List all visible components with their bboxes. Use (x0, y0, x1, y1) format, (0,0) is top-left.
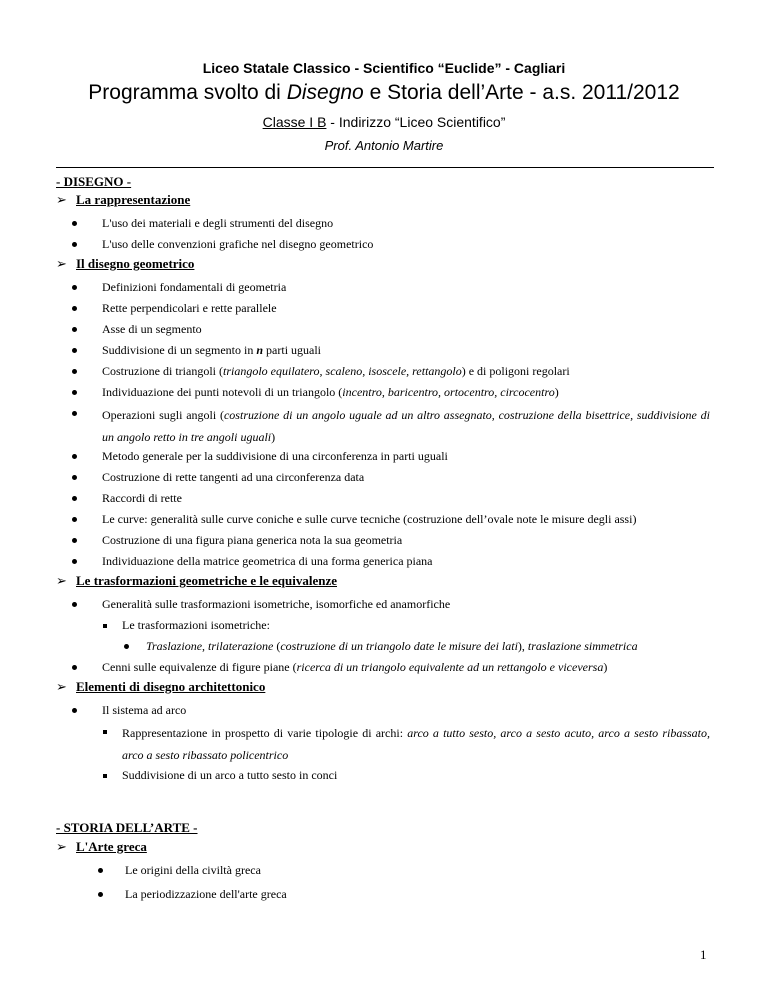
bullet-icon (98, 892, 103, 897)
list-item: Costruzione di rette tangenti ad una circonferenza data (102, 470, 365, 484)
list-item: Le origini della civiltà greca (125, 863, 261, 877)
bullet-icon (72, 708, 77, 713)
sub-sub-list-item (146, 637, 638, 656)
professor-name: Prof. Antonio Martire (324, 138, 444, 153)
bullet-icon (72, 285, 77, 290)
text-italic: incentro, baricentro, ortocentro, circocentro (342, 385, 555, 399)
list-item: L'uso dei materiali e degli strumenti del disegno (102, 216, 334, 230)
arrow-bullet-icon: ➢ (56, 192, 67, 207)
text-part: Suddivisione di un segmento in (102, 343, 257, 357)
class-line (0, 114, 768, 130)
text-part: parti uguali (263, 343, 322, 357)
topic-arte-greca (56, 839, 147, 855)
bullet-icon (72, 390, 77, 395)
title-italic: Disegno (286, 81, 364, 104)
bullet-icon (72, 665, 77, 670)
sub-list-item (122, 722, 710, 766)
list-item (102, 404, 710, 448)
arrow-bullet-icon: ➢ (56, 256, 67, 271)
list-item: Asse di un segmento (102, 322, 202, 336)
school-name: Liceo Statale Classico - Scientifico “Euclide” - Cagliari (202, 60, 566, 76)
bullet-icon (98, 868, 103, 873)
bullet-icon (72, 538, 77, 543)
text-part: ) e di poligoni regolari (461, 364, 570, 378)
class-track: - Indirizzo “Liceo Scientifico” (326, 114, 506, 130)
list-item: Raccordi di rette (102, 491, 182, 505)
text-italic: costruzione di un triangolo date le misure dei lati (280, 639, 518, 653)
text-part: Cenni sulle equivalenze di figure piane ( (102, 660, 297, 674)
text-italic: ricerca di un triangolo equivalente ad un rettangolo e viceversa (296, 660, 604, 674)
text-part: Rappresentazione in prospetto di varie tipologie di archi: (122, 726, 408, 740)
list-item: Il sistema ad arco (102, 703, 187, 717)
text-part: ), (517, 639, 528, 653)
text-part: Operazioni sugli angoli ( (102, 408, 224, 422)
text-part: ) (554, 385, 559, 399)
arrow-bullet-icon: ➢ (56, 679, 67, 694)
text-var: n (256, 343, 264, 357)
topic-label: Le trasformazioni geometriche e le equivalenze (76, 573, 337, 588)
title-part: Programma svolto di (88, 81, 287, 104)
title-part-end: e Storia dell’Arte - a.s. 2011/2012 (363, 81, 680, 104)
text-italic: traslazione simmetrica (527, 639, 638, 653)
text-part: ) (603, 660, 608, 674)
bullet-icon (72, 475, 77, 480)
section-heading-storia: - STORIA DELL’ARTE - (56, 820, 198, 835)
list-item: Rette perpendicolari e rette parallele (102, 301, 277, 315)
topic-label: La rappresentazione (76, 192, 191, 207)
divider (56, 167, 714, 168)
text-part: ) (271, 430, 276, 444)
list-item (102, 362, 570, 381)
bullet-icon (72, 411, 77, 416)
page-title (0, 81, 768, 105)
list-item: Le curve: generalità sulle curve coniche e sulle curve tecniche (costruzione dell’ovale note le misure degli assi) (102, 512, 637, 526)
bullet-icon (72, 306, 77, 311)
list-item: L'uso delle convenzioni grafiche nel disegno geometrico (102, 237, 374, 251)
text-part: Costruzione di triangoli ( (102, 364, 223, 378)
page-number: 1 (700, 947, 707, 962)
list-item: La periodizzazione dell'arte greca (125, 887, 287, 901)
sub-list-item: Suddivisione di un arco a tutto sesto in conci (122, 768, 338, 782)
bullet-icon (72, 327, 77, 332)
list-item (102, 383, 559, 402)
text-italic: arco a tutto sesto, arco a sesto acuto, arco a sesto ribassato, arco a sesto ribassato policentrico (122, 726, 710, 762)
bullet-icon (72, 454, 77, 459)
bullet-icon (72, 517, 77, 522)
square-bullet-icon (103, 624, 107, 628)
topic-label: Il disegno geometrico (76, 256, 195, 271)
topic-label: Elementi di disegno architettonico (76, 679, 266, 694)
text-italic: costruzione di un angolo uguale ad un altro assegnato, costruzione della bisettrice, suddivisione di un angolo retto in tre angoli uguali (102, 408, 710, 444)
class-name: Classe I B (262, 114, 327, 130)
bullet-icon (72, 348, 77, 353)
topic-trasformazioni (56, 573, 337, 589)
text-italic: triangolo equilatero, scaleno, isoscele, rettangolo (222, 364, 462, 378)
topic-architettonico (56, 679, 265, 695)
topic-disegno-geometrico (56, 256, 194, 272)
bullet-icon (72, 242, 77, 247)
bullet-icon (72, 369, 77, 374)
bullet-icon (72, 496, 77, 501)
square-bullet-icon (103, 730, 107, 734)
bullet-icon (72, 221, 77, 226)
bullet-icon (124, 644, 129, 649)
bullet-icon (72, 559, 77, 564)
arrow-bullet-icon: ➢ (56, 839, 67, 854)
list-item (102, 341, 321, 360)
text-part: Individuazione dei punti notevoli di un triangolo ( (102, 385, 343, 399)
list-item (102, 658, 607, 677)
text-italic: Traslazione, trilaterazione (146, 639, 274, 653)
arrow-bullet-icon: ➢ (56, 573, 67, 588)
section-heading-disegno: - DISEGNO - (56, 174, 132, 189)
list-item: Individuazione della matrice geometrica di una forma generica piana (102, 554, 433, 568)
list-item: Metodo generale per la suddivisione di una circonferenza in parti uguali (102, 449, 448, 463)
text-part: ( (273, 639, 281, 653)
bullet-icon (72, 602, 77, 607)
list-item: Costruzione di una figura piana generica nota la sua geometria (102, 533, 403, 547)
sub-list-item: Le trasformazioni isometriche: (122, 618, 270, 632)
topic-rappresentazione (56, 192, 190, 208)
topic-label: L'Arte greca (76, 839, 147, 854)
square-bullet-icon (103, 774, 107, 778)
list-item: Definizioni fondamentali di geometria (102, 280, 287, 294)
list-item: Generalità sulle trasformazioni isometriche, isomorfiche ed anamorfiche (102, 597, 451, 611)
